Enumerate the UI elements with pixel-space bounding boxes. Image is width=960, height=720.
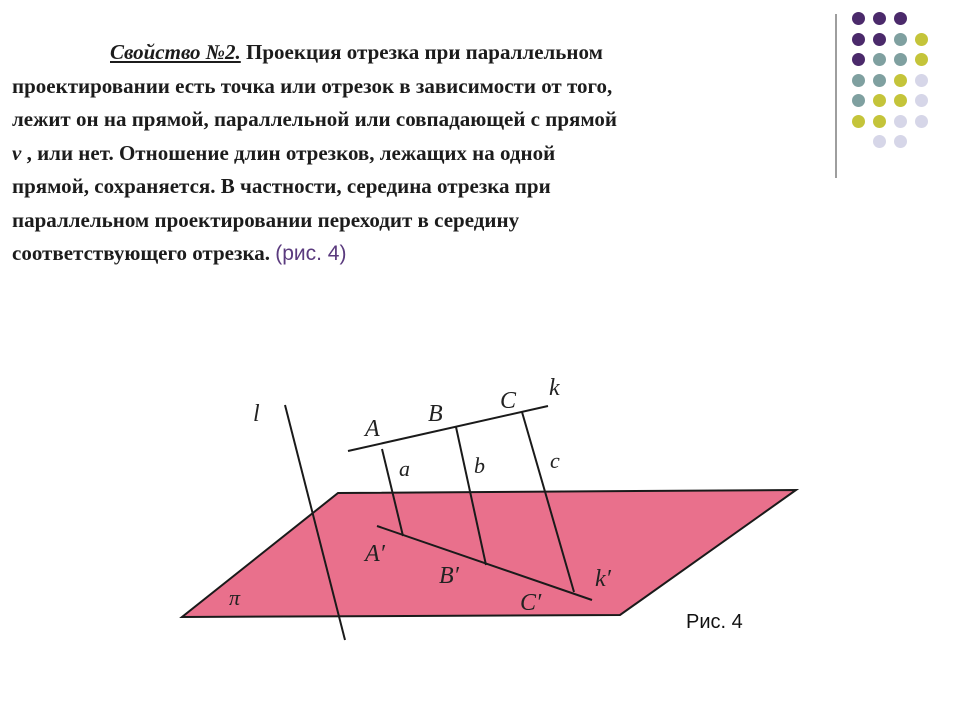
text-line-7: соответствующего отрезка.	[12, 241, 270, 265]
decorative-dot-grid	[852, 12, 952, 162]
decorative-dot	[894, 94, 907, 107]
label-a: a	[399, 456, 410, 481]
label-A-prime: A′	[365, 541, 385, 567]
label-b: b	[474, 453, 485, 478]
decorative-dot	[915, 53, 928, 66]
decorative-dot	[852, 33, 865, 46]
label-A: A	[365, 416, 380, 442]
decorative-dot	[873, 33, 886, 46]
decorative-dot	[852, 74, 865, 87]
label-C: C	[500, 388, 517, 414]
text-line-2: проектировании есть точка или отрезок в зависимости от того,	[12, 73, 613, 98]
decorative-dot	[852, 115, 865, 128]
decorative-dot	[852, 94, 865, 107]
text-line-4: , или нет. Отношение длин отрезков, лежащих на одной	[21, 140, 556, 165]
decorative-dot	[915, 74, 928, 87]
decorative-dot	[852, 53, 865, 66]
decorative-dot	[894, 115, 907, 128]
label-C-prime: C′	[520, 590, 542, 616]
decorative-dot	[894, 33, 907, 46]
variable-v: v	[12, 140, 22, 165]
text-line-1: Проекция отрезка при параллельном	[240, 40, 603, 64]
decorative-dot	[915, 115, 928, 128]
label-B: B	[428, 401, 443, 427]
decorative-dot	[894, 12, 907, 25]
decorative-dot	[852, 12, 865, 25]
label-k: k	[549, 375, 560, 401]
text-line-6: параллельном проектировании переходит в середину	[12, 207, 520, 232]
figure-reference: (рис. 4)	[275, 242, 347, 265]
label-k-prime: k′	[595, 566, 611, 592]
divider-line	[835, 14, 837, 178]
projection-figure	[160, 330, 810, 650]
decorative-dot	[873, 53, 886, 66]
label-B-prime: B′	[439, 563, 459, 589]
decorative-dot	[894, 74, 907, 87]
decorative-dot	[873, 94, 886, 107]
text-line-5: прямой, сохраняется. В частности, середина отрезка при	[12, 174, 551, 198]
decorative-dot	[873, 12, 886, 25]
figure-caption: Рис. 4	[686, 611, 743, 633]
label-l: l	[253, 401, 260, 427]
decorative-dot	[915, 94, 928, 107]
decorative-dot	[873, 135, 886, 148]
decorative-dot	[915, 33, 928, 46]
plane-pi	[182, 490, 796, 617]
property-label: Свойство №2.	[110, 40, 241, 64]
text-line-3: лежит он на прямой, параллельной или совпадающей с прямой	[12, 107, 618, 131]
decorative-dot	[873, 115, 886, 128]
decorative-dot	[873, 74, 886, 87]
decorative-dot	[894, 53, 907, 66]
property-text	[12, 36, 822, 271]
label-c: c	[550, 448, 560, 473]
decorative-dot	[894, 135, 907, 148]
label-pi: π	[229, 585, 241, 610]
